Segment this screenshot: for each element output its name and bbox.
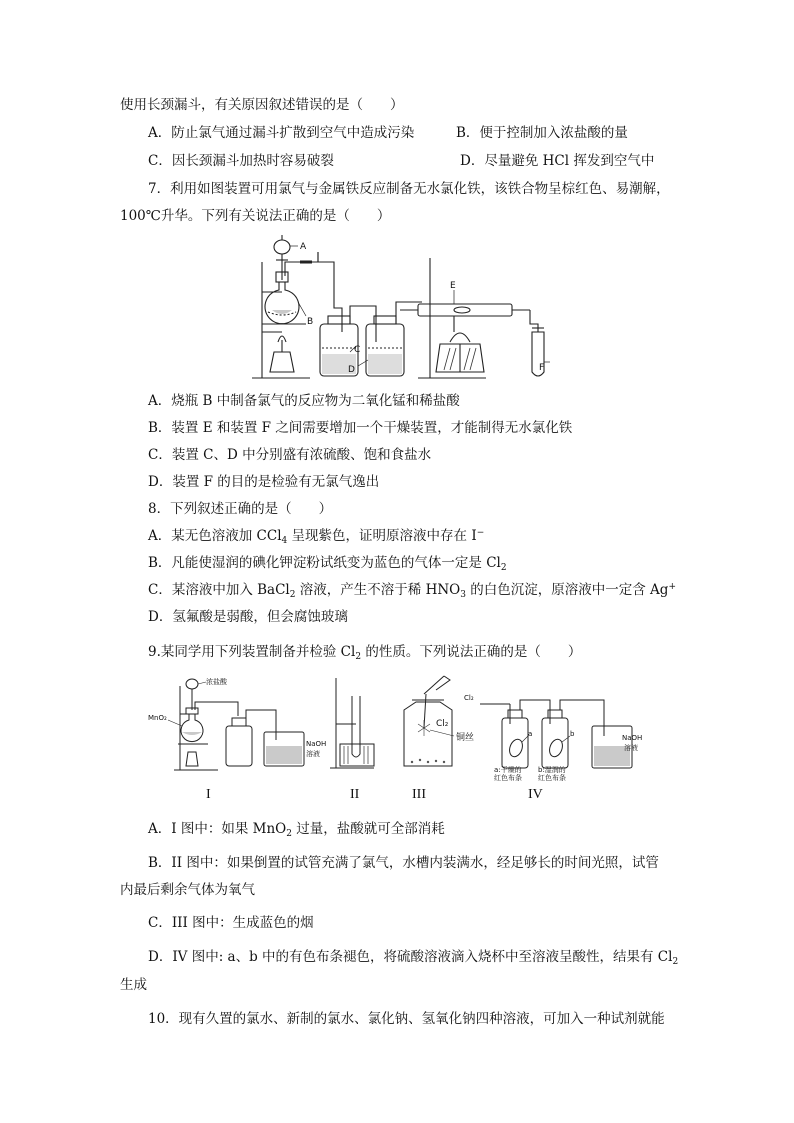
label-wet-2: 红色布条 (538, 774, 566, 782)
q9-option-b-line1: B．II 图中：如果倒置的试管充满了氯气，水槽内装满水，经足够长的时间光照，试管 (148, 855, 659, 871)
label-dry-2: 红色布条 (494, 774, 522, 782)
q7-option-b: B．装置 E 和装置 F 之间需要增加一个干燥装置，才能制得无水氯化铁 (148, 420, 573, 436)
q8-stem: 8．下列叙述正确的是（ ） (148, 501, 333, 517)
q6-option-c: C．因长颈漏斗加热时容易破裂 (148, 153, 334, 169)
q7-apparatus-figure (250, 232, 550, 384)
numeral-ii: II (350, 787, 360, 802)
q7-stem-line1: 7．利用如图装置可用氯气与金属铁反应制备无水氯化铁，该铁合物呈棕红色、易潮解， (148, 181, 670, 197)
label-cl2-4: Cl₂ (464, 694, 474, 702)
label-copper: 铜丝 (456, 733, 475, 743)
q8-option-b: B．凡能使湿润的碘化钾淀粉试纸变为蓝色的气体一定是 $Cl_2$ (148, 555, 507, 573)
q9-option-b-line2: 内最后剩余气体为氧气 (120, 882, 255, 898)
label-b: B (307, 317, 314, 327)
q9-option-d-line1: D．IV 图中: a、b 中的有色布条褪色，将硫酸溶液滴入烧杯中至溶液呈酸性，结果有 $Cl_2$ (148, 949, 679, 967)
label-solution-4: 溶液 (624, 744, 638, 752)
label-hcl: 浓盐酸 (206, 678, 227, 686)
label-b-4: b (570, 730, 575, 738)
numeral-iv: IV (528, 787, 543, 802)
q7-stem-line2: 100℃升华。下列有关说法正确的是（ ） (120, 208, 391, 224)
q6-stem: 使用长颈漏斗，有关原因叙述错误的是（ ） (120, 97, 404, 113)
q6-option-d: D．尽量避免 HCl 挥发到空气中 (460, 153, 655, 169)
numeral-iii: III (412, 787, 426, 802)
numeral-i: I (206, 787, 211, 802)
label-dry-1: a:干燥的 (494, 766, 522, 774)
label-e: E (450, 281, 456, 291)
q7-option-d: D．装置 F 的目的是检验有无氯气逸出 (148, 474, 380, 490)
label-cl2-3: Cl₂ (436, 719, 449, 729)
label-d: D (348, 365, 355, 375)
label-mno2: MnO₂ (148, 714, 167, 722)
q7-option-a: A．烧瓶 B 中制备氯气的反应物为二氧化锰和稀盐酸 (148, 393, 460, 409)
q6-option-a: A．防止氯气通过漏斗扩散到空气中造成污染 (148, 125, 415, 141)
label-wet-1: b:湿润的 (538, 766, 566, 774)
q7-option-c: C．装置 C、D 中分别盛有浓硫酸、饱和食盐水 (148, 447, 432, 463)
q10-stem-line1: 10．现有久置的氯水、新制的氯水、氯化钠、氢氧化钠四种溶液，可加入一种试剂就能 (148, 1011, 665, 1027)
label-f: F (539, 363, 545, 373)
q6-option-b: B．便于控制加入浓盐酸的量 (456, 125, 628, 141)
q8-option-a: A．某无色溶液加 CCl$_4$ 呈现紫色，证明原溶液中存在 I− (148, 528, 485, 546)
q9-option-a: A．I 图中：如果 MnO$_2$ 过量，盐酸就可全部消耗 (148, 821, 445, 839)
q9-option-c: C．III 图中：生成蓝色的烟 (148, 915, 314, 931)
q8-option-d: D．氢氟酸是弱酸，但会腐蚀玻璃 (148, 609, 348, 625)
label-a-4: a (528, 730, 533, 738)
label-a: A (300, 242, 307, 252)
q8-option-c: C．某溶液中加入 BaCl$_2$ 溶液，产生不溶于稀 $HNO_3$ 的白色沉淀，原溶液中一定含 Ag+ (148, 582, 676, 600)
q9-stem: 9.某同学用下列装置制备并检验 $Cl_2$ 的性质。下列说法正确的是（ ） (148, 644, 582, 662)
q9-option-d-line2: 生成 (120, 977, 147, 993)
label-naoh-1: NaOH (306, 740, 327, 748)
q9-figure-4 (464, 674, 654, 782)
label-c: C (354, 345, 361, 355)
label-naoh-4: NaOH (622, 734, 643, 742)
label-solution-1: 溶液 (306, 750, 320, 758)
q9-figure-2 (326, 674, 382, 774)
q9-figure-1 (148, 674, 327, 774)
